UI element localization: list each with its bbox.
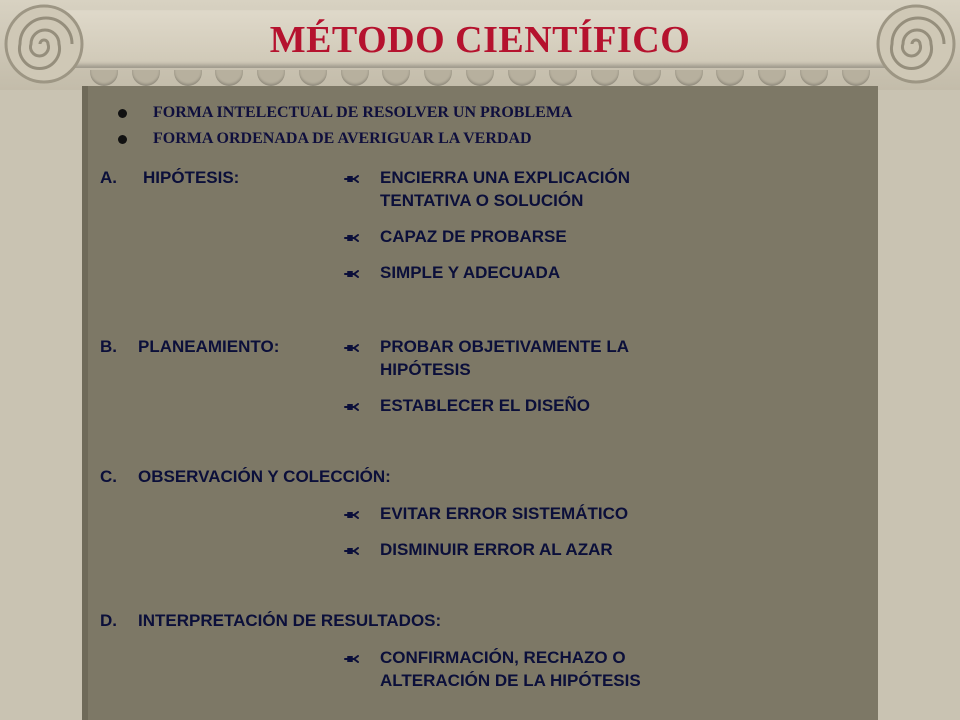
bullet-dot-icon <box>118 135 127 144</box>
detail-text: PROBAR OBJETIVAMENTE LA <box>380 337 630 356</box>
section-letter: D. <box>100 611 117 630</box>
dentil <box>257 70 285 86</box>
section-label-planeamiento: PLANEAMIENTO: <box>138 337 280 356</box>
dentil <box>174 70 202 86</box>
detail-text: ENCIERRA UNA EXPLICACIÓN <box>380 168 630 187</box>
section-letter: A. <box>100 168 117 187</box>
dentil <box>382 70 410 86</box>
section-letter: C. <box>100 467 117 486</box>
dentil <box>466 70 494 86</box>
dentil <box>633 70 661 86</box>
pointing-hand-icon <box>344 650 362 668</box>
detail-text: EVITAR ERROR SISTEMÁTICO <box>380 504 629 523</box>
detail-text: HIPÓTESIS <box>380 360 471 379</box>
bullet-item <box>118 100 572 126</box>
pointing-hand-icon <box>344 170 362 188</box>
detail-text: ESTABLECER EL DISEÑO <box>380 396 591 415</box>
detail-text: DISMINUIR ERROR AL AZAR <box>380 540 613 559</box>
dentil <box>299 70 327 86</box>
bullet-text: FORMA ORDENADA DE AVERIGUAR LA VERDAD <box>153 130 532 147</box>
dentil <box>341 70 369 86</box>
bullet-text: FORMA INTELECTUAL DE RESOLVER UN PROBLEMA <box>153 104 573 121</box>
detail-text: CAPAZ DE PROBARSE <box>380 227 567 246</box>
dentil <box>132 70 160 86</box>
section-label-hipotesis: HIPÓTESIS: <box>143 168 240 187</box>
pointing-hand-icon <box>344 265 362 283</box>
detail-text: ALTERACIÓN DE LA HIPÓTESIS <box>380 671 641 690</box>
pointing-hand-icon <box>344 542 362 560</box>
detail-text: TENTATIVA O SOLUCIÓN <box>380 191 584 210</box>
pointing-hand-icon <box>344 229 362 247</box>
section-letter: B. <box>100 337 117 356</box>
bullet-dot-icon <box>118 109 127 118</box>
dentil <box>842 70 870 86</box>
dentil <box>90 70 118 86</box>
pointing-hand-icon <box>344 506 362 524</box>
dentil <box>591 70 619 86</box>
detail-text: CONFIRMACIÓN, RECHAZO O <box>380 648 626 667</box>
dentil <box>424 70 452 86</box>
bullet-item <box>118 126 572 152</box>
dentil <box>716 70 744 86</box>
dentil <box>675 70 703 86</box>
dentil <box>800 70 828 86</box>
dentil <box>508 70 536 86</box>
pointing-hand-icon <box>344 339 362 357</box>
dentil <box>549 70 577 86</box>
detail-text: SIMPLE Y ADECUADA <box>380 263 561 282</box>
panel-shade <box>82 86 88 720</box>
dentil <box>215 70 243 86</box>
page-title: MÉTODO CIENTÍFICO <box>269 19 691 61</box>
pointing-hand-icon <box>344 398 362 416</box>
dentil <box>758 70 786 86</box>
section-label-observacion: OBSERVACIÓN Y COLECCIÓN: <box>138 467 391 486</box>
section-label-interpretacion: INTERPRETACIÓN DE RESULTADOS: <box>138 611 442 630</box>
intro-bullets <box>118 100 572 152</box>
